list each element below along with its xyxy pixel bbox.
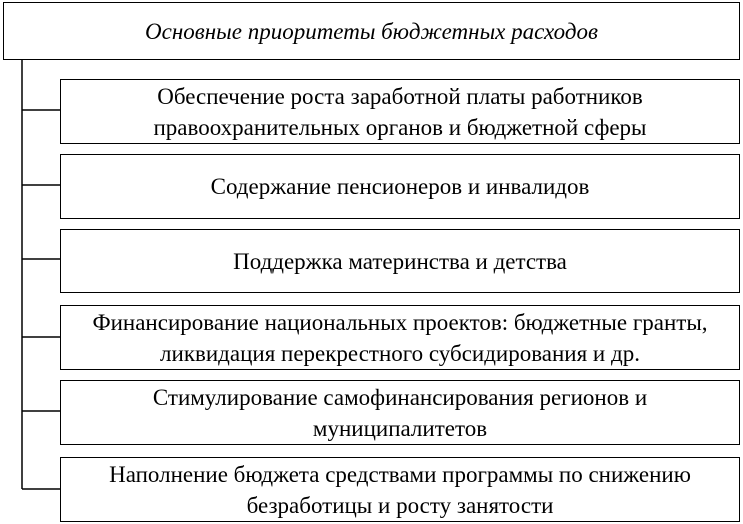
priority-box-4 [60,305,740,370]
diagram-title: Основные приоритеты бюджетных расходов [145,18,598,44]
priority-box-6 [60,457,740,522]
priority-label-6: Наполнение бюджета средствами программы по снижению безработицы и росту занятости [109,461,691,518]
priority-label-4: Финансирование национальных проектов: бюджетные гранты, ликвидация перекрестного субсидирования и др. [92,309,708,366]
priority-label-1: Обеспечение роста заработной платы работников правоохранительных органов и бюджетной сферы [153,83,647,140]
priority-box-1 [60,79,740,144]
priority-box-2 [60,154,740,219]
priority-label-2: Содержание пенсионеров и инвалидов [210,174,590,199]
priority-label-5: Стимулирование самофинансирования регионов и муниципалитетов [152,384,648,441]
diagram-title-box [3,2,740,60]
priority-label-3: Поддержка материнства и детства [233,248,567,274]
priority-box-5 [60,380,740,445]
priority-box-3 [60,229,740,293]
